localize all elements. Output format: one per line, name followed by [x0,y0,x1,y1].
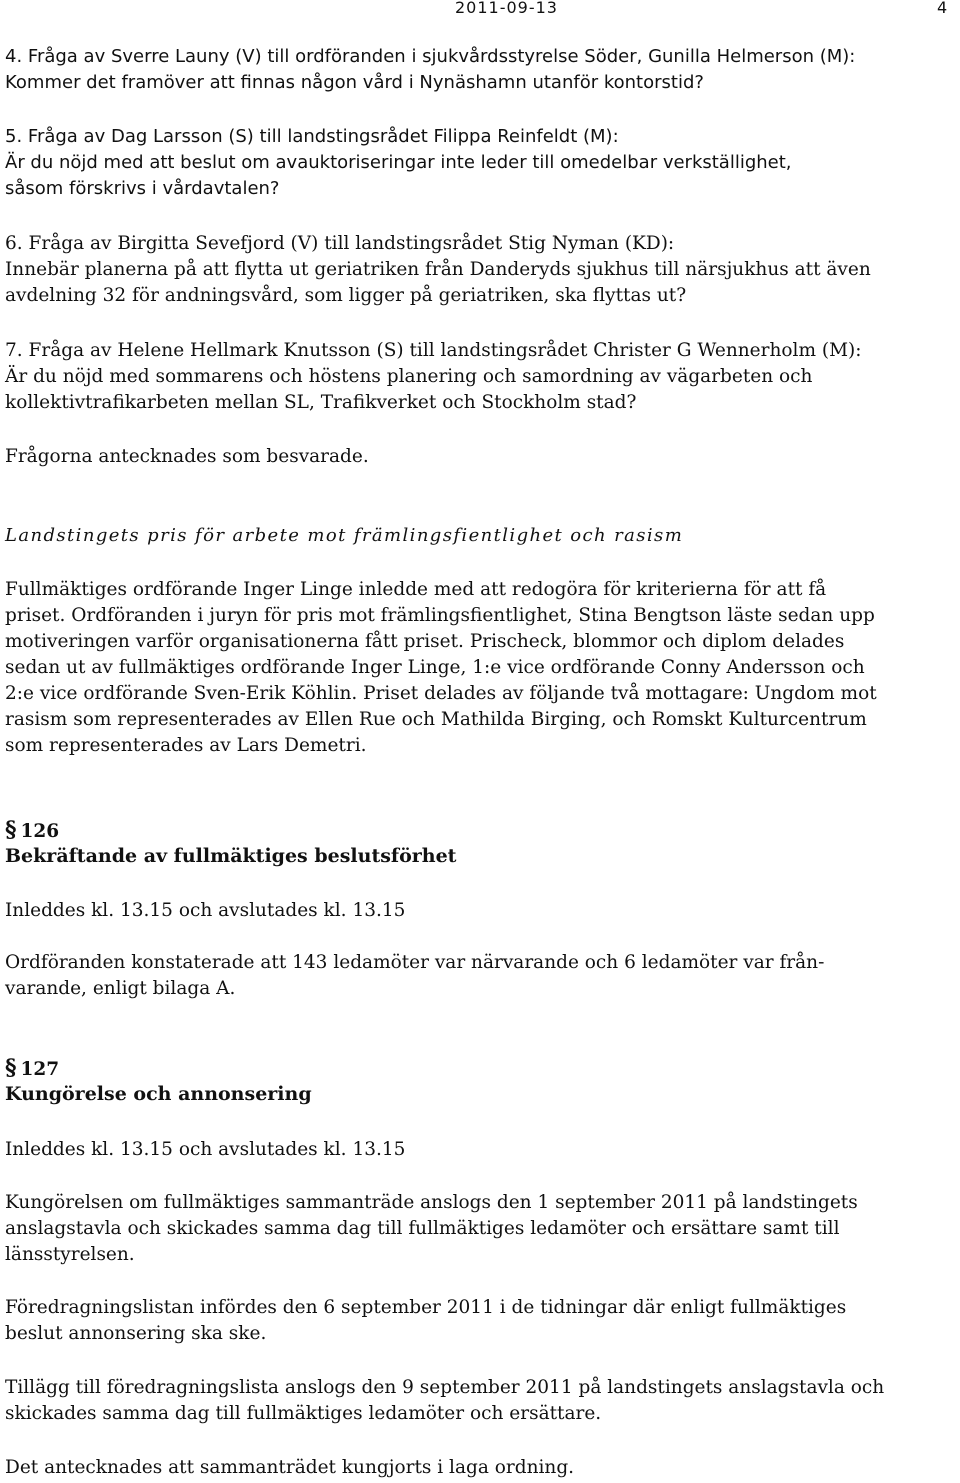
section-127-paragraph-4 [5,1455,955,1481]
paragraph-sign: § [5,1055,17,1081]
question-line: såsom förskrivs i vårdavtalen? [5,178,280,199]
section-127-time [5,1137,955,1163]
question-line: Kommer det framöver att finnas någon vård i Nynäshamn utanför kontorstid? [5,72,704,93]
paragraph-line: Det antecknades att sammanträdet kungjorts i laga ordning. [5,1457,575,1478]
paragraph-sign: § [5,817,17,843]
question-7 [5,338,955,416]
question-line: 6. Fråga av Birgitta Sevefjord (V) till landstingsrådet Stig Nyman (KD): [5,233,675,254]
question-4 [5,44,955,96]
prize-paragraph [5,577,955,759]
paragraph-line: beslut annonsering ska ske. [5,1323,267,1344]
question-line: kollektivtrafikarbeten mellan SL, Trafikverket och Stockholm stad? [5,392,637,413]
paragraph-line: rasism som representerades av Ellen Rue och Mathilda Birging, och Romskt Kulturcentrum [5,709,867,730]
question-line: 4. Fråga av Sverre Launy (V) till ordföranden i sjukvårdsstyrelse Söder, Gunilla Helmerson (M): [5,46,856,67]
question-line: Är du nöjd med att beslut om avauktoriseringar inte leder till omedelbar verkställighet, [5,152,792,173]
section-title: Kungörelse och annonsering [5,1083,312,1105]
paragraph-line: som representerades av Lars Demetri. [5,735,367,756]
section-127-heading [5,1055,955,1107]
paragraph-line: Föredragningslistan infördes den 6 september 2011 i de tidningar där enligt fullmäktiges [5,1297,847,1318]
section-127-paragraph-1 [5,1190,955,1268]
prize-heading [5,525,955,546]
page-number: 4 [937,0,948,17]
section-127-paragraph-2 [5,1295,955,1347]
paragraph-line: 2:e vice ordförande Sven-Erik Köhlin. Priset delades av följande två mottagare: Ungdom mot [5,683,877,704]
page-header [5,0,955,22]
section-127-paragraph-3 [5,1375,955,1427]
session-time: Inleddes kl. 13.15 och avslutades kl. 13.15 [5,1139,406,1160]
question-line: avdelning 32 för andningsvård, som ligger på geriatriken, ska flyttas ut? [5,285,687,306]
paragraph-line: Kungörelsen om fullmäktiges sammanträde anslogs den 1 september 2011 på landstingets [5,1192,858,1213]
document-page [5,0,955,1483]
question-5 [5,124,955,202]
section-126-time [5,898,955,924]
paragraph-line: anslagstavla och skickades samma dag till fullmäktiges ledamöter och ersättare samt till [5,1218,840,1239]
section-126-heading [5,817,955,869]
prize-heading-text: Landstingets pris för arbete mot främlingsfientlighet och rasism [5,525,684,546]
question-line: 7. Fråga av Helene Hellmark Knutsson (S) till landstingsrådet Christer G Wennerholm (M): [5,340,862,361]
paragraph-line: motiveringen varför organisationerna fått priset. Prischeck, blommor och diplom delades [5,631,845,652]
question-line: 5. Fråga av Dag Larsson (S) till landstingsrådet Filippa Reinfeldt (M): [5,126,619,147]
question-line: Innebär planerna på att flytta ut geriatriken från Danderyds sjukhus till närsjukhus att även [5,259,871,280]
section-title: Bekräftande av fullmäktiges beslutsförhet [5,845,457,867]
paragraph-line: sedan ut av fullmäktiges ordförande Inger Linge, 1:e vice ordförande Conny Andersson och [5,657,865,678]
section-number: 126 [20,821,60,842]
paragraph-line: Fullmäktiges ordförande Inger Linge inledde med att redogöra för kriterierna för att få [5,579,827,600]
section-number: 127 [20,1059,60,1080]
header-date: 2011-09-13 [455,0,558,17]
question-6 [5,231,955,309]
question-line: Är du nöjd med sommarens och höstens planering och samordning av vägarbeten och [5,366,813,387]
paragraph-line: priset. Ordföranden i juryn för pris mot främlingsfientlighet, Stina Bengtson läste sedan upp [5,605,875,626]
section-126-paragraph [5,950,955,1002]
questions-note-text: Frågorna antecknades som besvarade. [5,446,369,467]
paragraph-line: länsstyrelsen. [5,1244,135,1265]
paragraph-line: varande, enligt bilaga A. [5,978,236,999]
paragraph-line: Tillägg till föredragningslista anslogs den 9 september 2011 på landstingets anslagstavla och [5,1377,885,1398]
questions-note [5,444,955,470]
paragraph-line: Ordföranden konstaterade att 143 ledamöter var närvarande och 6 ledamöter var från- [5,952,825,973]
paragraph-line: skickades samma dag till fullmäktiges ledamöter och ersättare. [5,1403,602,1424]
session-time: Inleddes kl. 13.15 och avslutades kl. 13.15 [5,900,406,921]
